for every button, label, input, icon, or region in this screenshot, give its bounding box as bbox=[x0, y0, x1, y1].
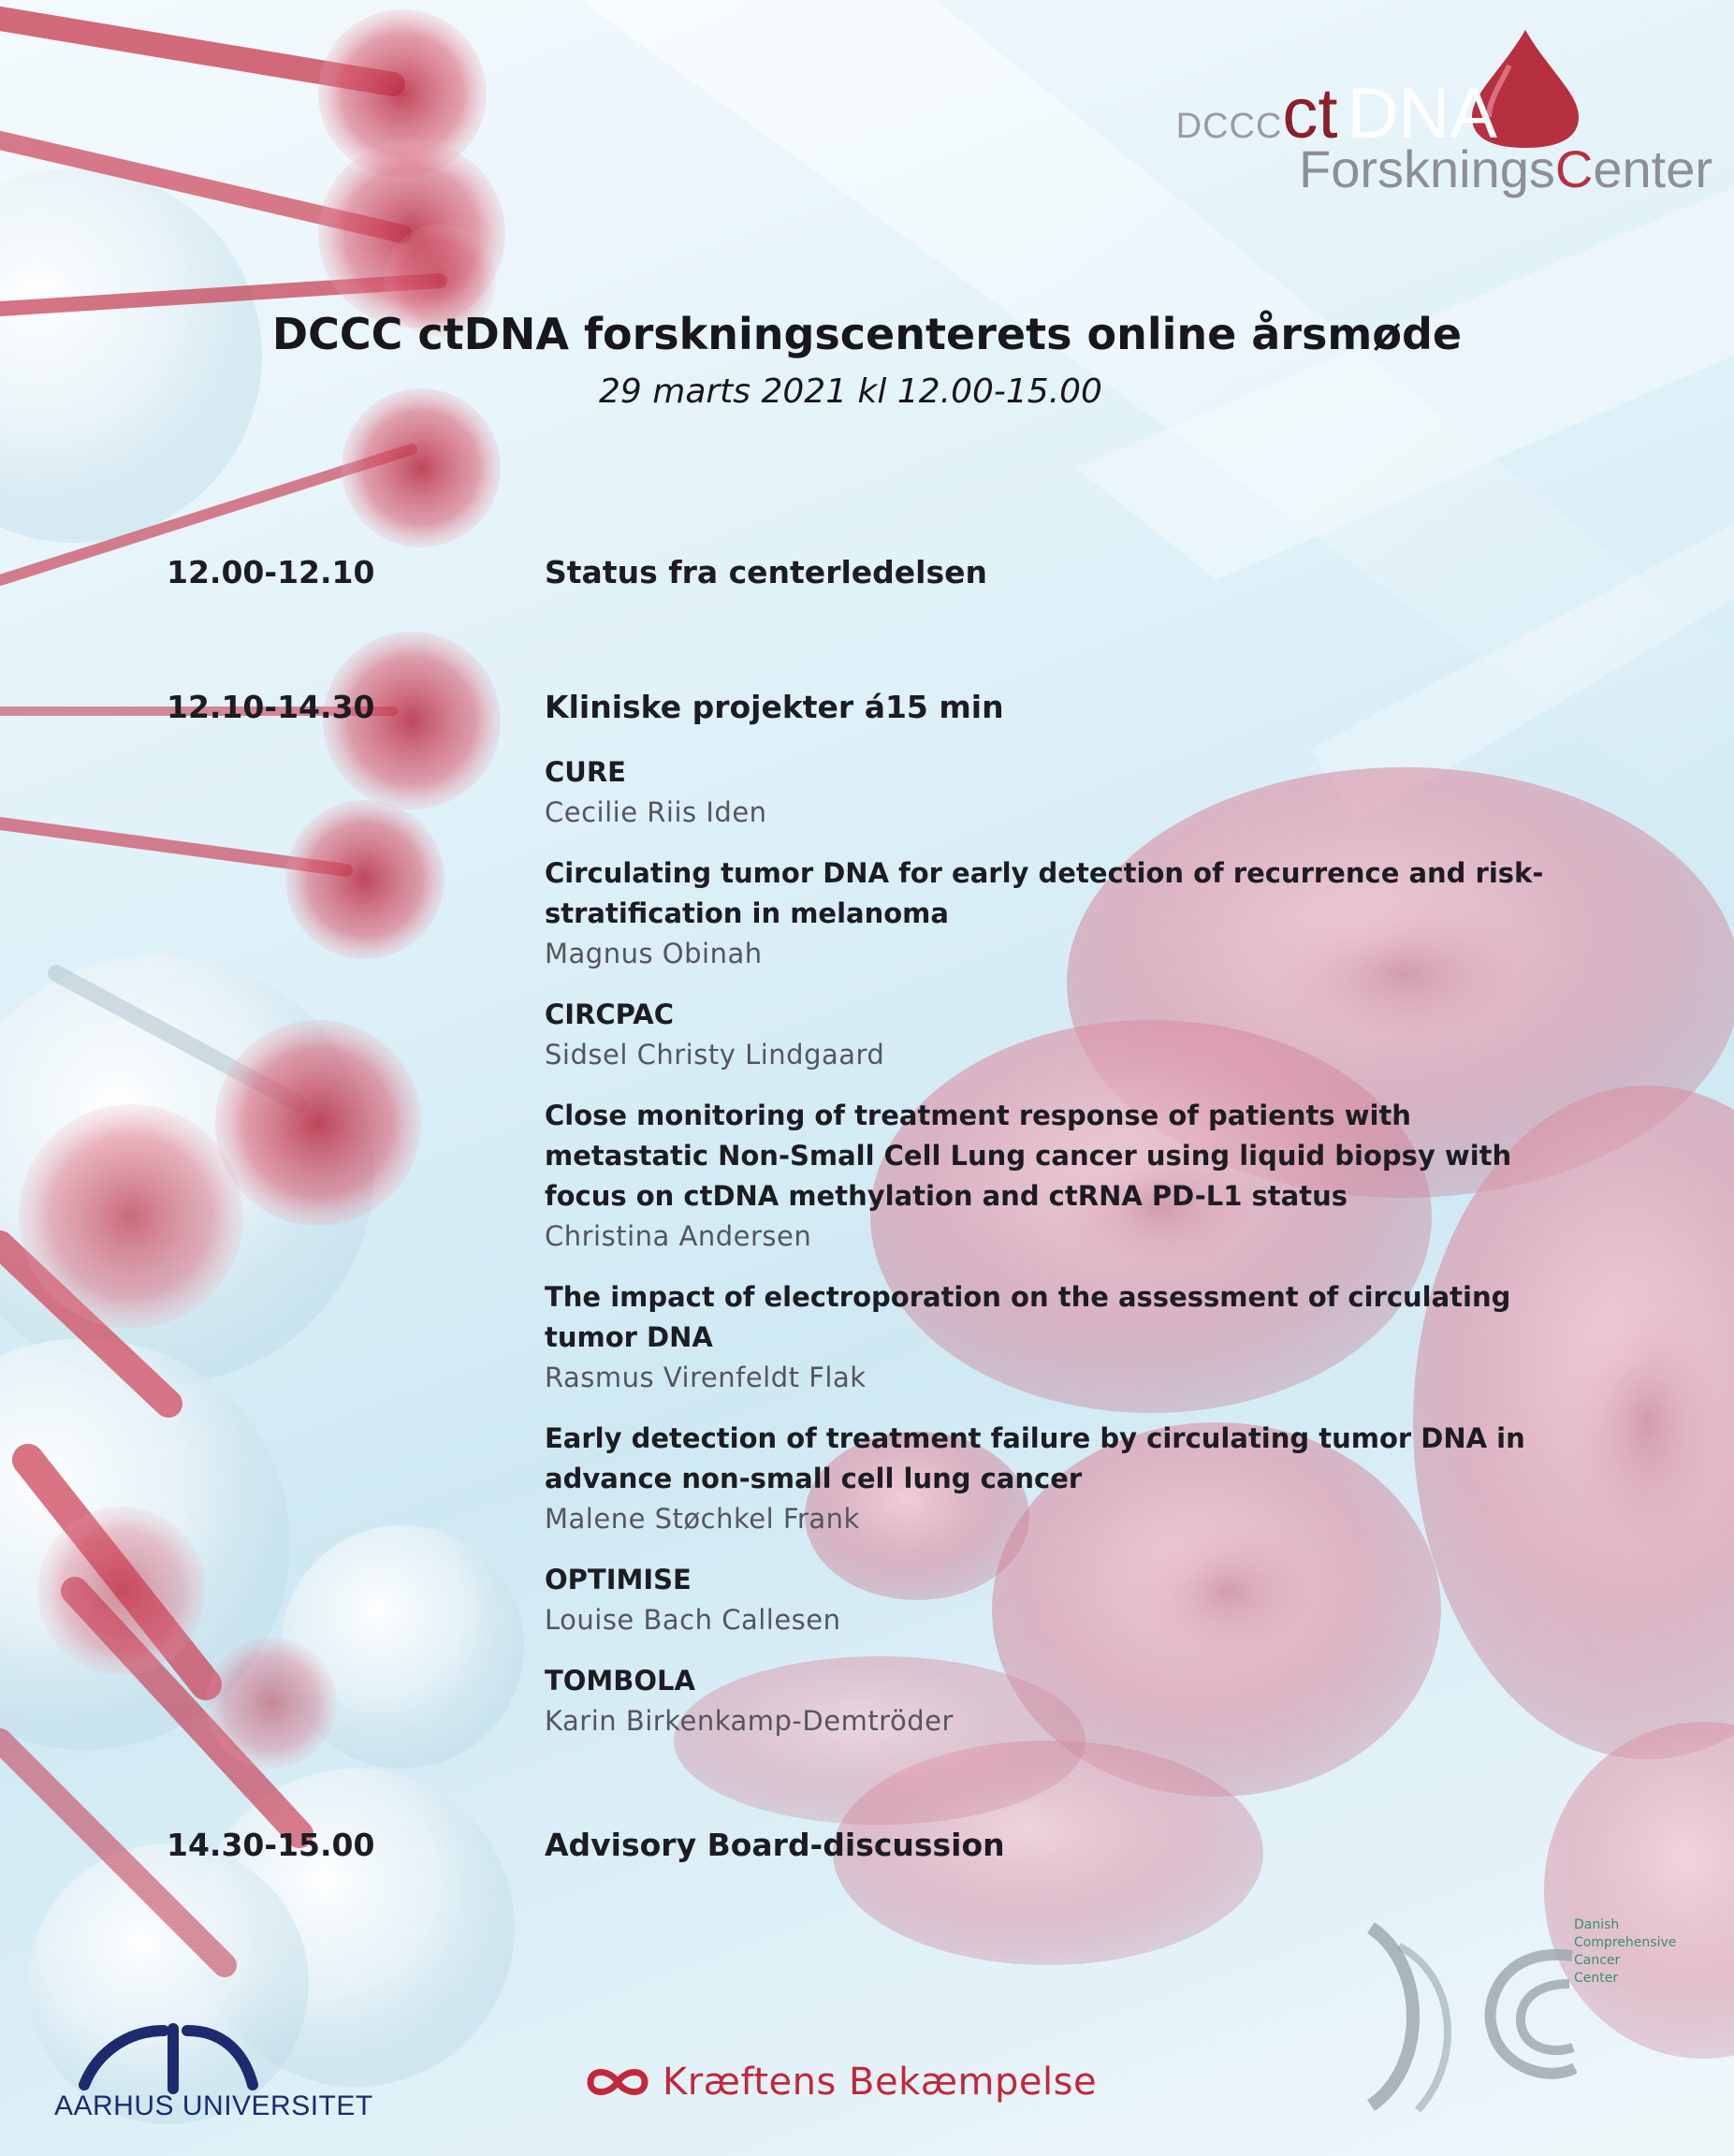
agenda-session-2: Kliniske projekter á15 min bbox=[545, 689, 1004, 725]
project-author: Karin Birkenkamp-Demtröder bbox=[545, 1705, 954, 1737]
list-item bbox=[545, 752, 1574, 833]
logo-line2-part1: Forsknings bbox=[1299, 139, 1555, 198]
project-list bbox=[545, 752, 1574, 1762]
logo-ct: ct bbox=[1282, 74, 1338, 153]
logo-dna: DNA bbox=[1347, 74, 1497, 153]
list-item bbox=[545, 1277, 1574, 1398]
logo-line-2 bbox=[1299, 138, 1712, 199]
project-author: Christina Andersen bbox=[545, 1220, 812, 1252]
logo-line2-c: C bbox=[1554, 139, 1594, 198]
agenda-session-3: Advisory Board-discussion bbox=[545, 1827, 1005, 1863]
ctdna-center-logo bbox=[1104, 28, 1722, 206]
logo-prefix: DCCC bbox=[1175, 107, 1283, 146]
project-title: Close monitoring of treatment response of patients with metastatic Non-Small Cell Lung cancer using liquid biopsy with focus on ctDNA methylation and ctRNA PD-L1 status bbox=[545, 1100, 1512, 1212]
dccc-line: Comprehensive bbox=[1574, 1935, 1677, 1950]
dccc-logo-icon bbox=[1362, 1909, 1577, 2124]
project-title: The impact of electroporation on the assessment of circulating tumor DNA bbox=[545, 1281, 1511, 1353]
project-title: TOMBOLA bbox=[545, 1665, 695, 1697]
project-author: Cecilie Riis Iden bbox=[545, 796, 767, 828]
project-author: Sidsel Christy Lindgaard bbox=[545, 1039, 885, 1071]
list-item bbox=[545, 1096, 1574, 1257]
dccc-name bbox=[1574, 1916, 1676, 1988]
list-item bbox=[545, 995, 1574, 1075]
project-title: CURE bbox=[545, 756, 626, 788]
list-item bbox=[545, 1419, 1574, 1539]
agenda-time-1: 12.00-12.10 bbox=[167, 554, 375, 590]
dccc-line: Center bbox=[1574, 1971, 1619, 1986]
project-author: Louise Bach Callesen bbox=[545, 1604, 841, 1636]
project-author: Malene Støchkel Frank bbox=[545, 1503, 860, 1535]
dccc-line: Cancer bbox=[1574, 1953, 1621, 1968]
agenda-time-2: 12.10-14.30 bbox=[167, 689, 375, 725]
logo-line2-part2: enter bbox=[1593, 139, 1712, 198]
project-author: Magnus Obinah bbox=[545, 938, 763, 969]
agenda-session-1: Status fra centerledelsen bbox=[545, 554, 987, 590]
project-author: Rasmus Virenfeldt Flak bbox=[545, 1362, 867, 1393]
list-item bbox=[545, 1560, 1574, 1640]
kb-infinity-icon bbox=[585, 2063, 650, 2101]
kb-name: Kræftens Bekæmpelse bbox=[663, 2061, 1098, 2104]
project-title: CIRCPAC bbox=[545, 998, 675, 1030]
aarhus-university-name: AARHUS UNIVERSITET bbox=[54, 2090, 373, 2121]
project-title: Early detection of treatment failure by circulating tumor DNA in advance non-small cell lung cancer bbox=[545, 1422, 1525, 1494]
project-title: Circulating tumor DNA for early detection of recurrence and risk-stratification in melanoma bbox=[545, 857, 1544, 929]
list-item bbox=[545, 853, 1574, 974]
project-title: OPTIMISE bbox=[545, 1564, 692, 1595]
dccc-line: Danish bbox=[1574, 1917, 1620, 1932]
page-title: DCCC ctDNA forskningscenterets online årsmøde bbox=[271, 309, 1463, 359]
agenda-time-3: 14.30-15.00 bbox=[167, 1827, 375, 1863]
list-item bbox=[545, 1661, 1574, 1741]
page-subtitle: 29 marts 2021 kl 12.00-15.00 bbox=[599, 372, 1102, 411]
